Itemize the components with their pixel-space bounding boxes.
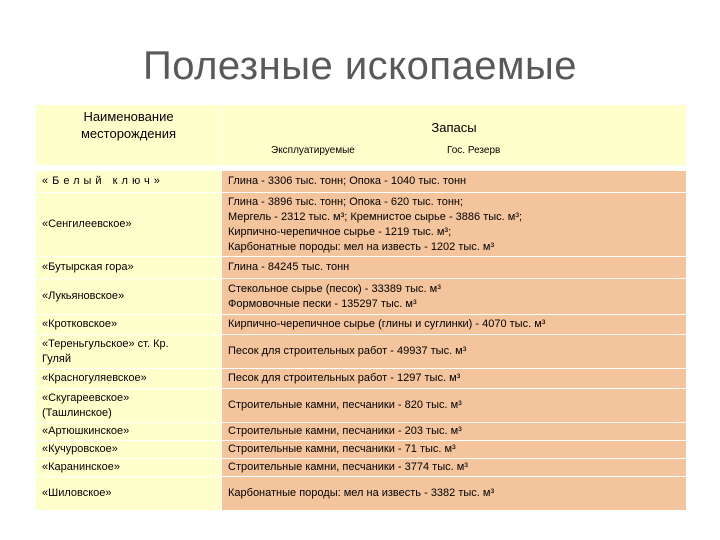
deposit-reserves — [222, 335, 687, 369]
table-row — [36, 441, 687, 459]
header-reserves — [222, 105, 687, 166]
deposit-reserves — [222, 477, 687, 511]
header-deposit-name: Наименование месторождения — [36, 105, 222, 166]
deposit-name: «Кротковское» — [36, 315, 222, 335]
deposit-name: «Красногуляевское» — [36, 369, 222, 389]
table-row — [36, 171, 687, 193]
table-row — [36, 477, 687, 511]
table-row — [36, 193, 687, 257]
deposit-name: «Артюшкинское» — [36, 423, 222, 441]
deposit-reserves — [222, 389, 687, 423]
deposit-name: «Бутырская гора» — [36, 257, 222, 279]
reserve-line: Карбонатные породы: мел на известь - 3382 тыс. м³ — [228, 487, 495, 499]
reserve-line: Песок для строительных работ - 1297 тыс. м³ — [228, 372, 461, 384]
header-reserves-label: Запасы — [431, 120, 477, 135]
deposit-name-text: «Скугареевское» (Ташлинское) — [42, 391, 130, 419]
deposit-name: «Сенгилеевское» — [36, 193, 222, 257]
deposit-reserves — [222, 459, 687, 477]
table-row — [36, 335, 687, 369]
deposit-reserves — [222, 423, 687, 441]
table-row — [36, 279, 687, 315]
deposit-name: «Каранинское» — [36, 459, 222, 477]
reserve-line: Глина - 84245 тыс. тонн — [228, 261, 350, 273]
deposit-reserves — [222, 171, 687, 193]
deposit-name — [36, 335, 222, 369]
table-row — [36, 423, 687, 441]
deposit-name: «Белый ключ» — [36, 171, 222, 193]
reserve-line: Строительные камни, песчаники - 3774 тыс. м³ — [228, 461, 468, 473]
deposit-reserves — [222, 369, 687, 389]
reserve-line: Строительные камни, песчаники - 71 тыс. м³ — [228, 443, 456, 455]
reserve-line: Глина - 3306 тыс. тонн; Опока - 1040 тыс. тонн — [228, 175, 467, 187]
page-title: Полезные ископаемые — [142, 44, 578, 88]
reserve-line: Формовочные пески - 135297 тыс. м³ — [228, 297, 417, 310]
reserve-line: Строительные камни, песчаники - 820 тыс. м³ — [228, 399, 462, 411]
deposit-name: «Кучуровское» — [36, 441, 222, 459]
reserve-line: Кирпично-черепичное сырье (глины и суглинки) - 4070 тыс. м³ — [228, 318, 546, 330]
deposit-name: «Лукьяновское» — [36, 279, 222, 315]
deposit-name-text: «Тереньгульское» ст. Кр. Гуляй — [42, 337, 169, 365]
header-exploited-label: Эксплуатируемые — [271, 145, 355, 156]
deposit-name: «Шиловское» — [36, 477, 222, 511]
header-gos-reserve-label: Гос. Резерв — [447, 145, 501, 156]
table-row — [36, 389, 687, 423]
reserve-line: Карбонатные породы: мел на известь - 1202 тыс. м³ — [228, 240, 495, 253]
reserve-line: Кирпично-черепичное сырье - 1219 тыс. м³; — [228, 225, 452, 238]
deposit-reserves — [222, 257, 687, 279]
deposits-table — [35, 104, 687, 511]
table-row — [36, 459, 687, 477]
table-row — [36, 257, 687, 279]
reserve-line: Стекольное сырье (песок) - 33389 тыс. м³ — [228, 282, 441, 295]
reserve-line: Песок для строительных работ - 49937 тыс. м³ — [228, 345, 467, 357]
table-row — [36, 369, 687, 389]
table-header-row — [36, 105, 687, 166]
reserve-line: Строительные камни, песчаники - 203 тыс. м³ — [228, 425, 462, 437]
table-row — [36, 315, 687, 335]
deposit-reserves — [222, 315, 687, 335]
deposit-reserves — [222, 279, 687, 315]
deposit-reserves — [222, 193, 687, 257]
deposit-name — [36, 389, 222, 423]
reserve-line: Глина - 3896 тыс. тонн; Опока - 620 тыс. тонн; — [228, 195, 464, 208]
reserve-line: Мергель - 2312 тыс. м³; Кремнистое сырье - 3886 тыс. м³; — [228, 210, 523, 223]
deposit-reserves — [222, 441, 687, 459]
